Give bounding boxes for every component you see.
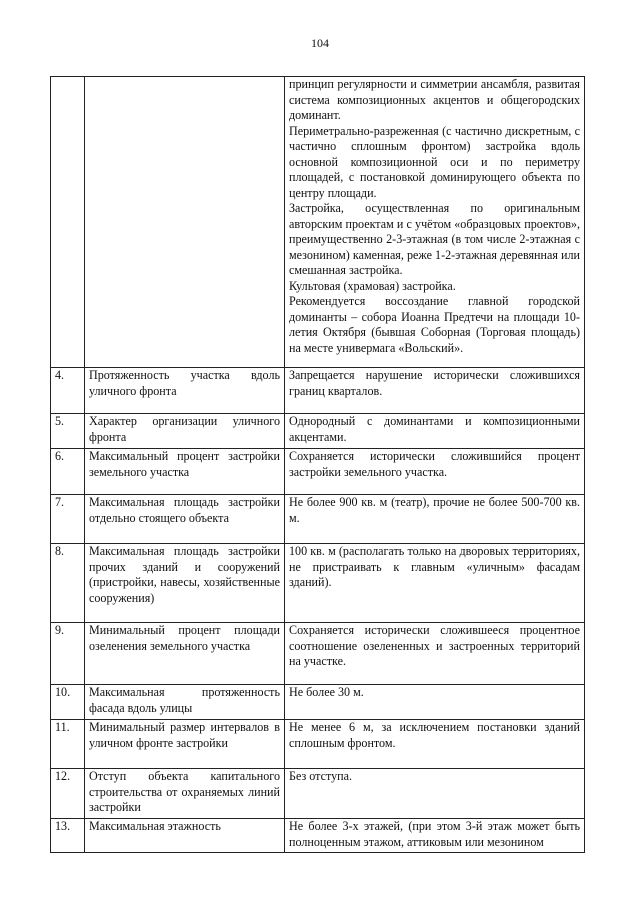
- row-value: Не менее 6 м, за исключением постановки зданий сплошным фронтом.: [285, 720, 585, 769]
- row-value: Не более 900 кв. м (театр), прочие не более 500-700 кв. м.: [285, 495, 585, 544]
- row-number: 4.: [51, 368, 85, 414]
- row-parameter: Максимальный процент застройки земельного участка: [85, 449, 285, 495]
- row-parameter: Характер организации уличного фронта: [85, 414, 285, 449]
- cell-param: [85, 77, 285, 368]
- table-row: [51, 769, 585, 819]
- row-value: Не более 30 м.: [285, 685, 585, 720]
- row-number: 11.: [51, 720, 85, 769]
- table-row: [51, 495, 585, 544]
- table-row: [51, 623, 585, 685]
- row-number: 5.: [51, 414, 85, 449]
- row-number: 8.: [51, 544, 85, 623]
- table-row: [51, 720, 585, 769]
- regulations-table: [50, 76, 585, 853]
- row-number: 6.: [51, 449, 85, 495]
- row-parameter: Протяженность участка вдоль уличного фронта: [85, 368, 285, 414]
- row-number: 7.: [51, 495, 85, 544]
- continuation-paragraph: Культовая (храмовая) застройка.: [289, 278, 456, 293]
- continuation-paragraph: Рекомендуется воссоздание главной городской доминанты – собора Иоанна Предтечи на площади 10-летия Октября (бывшая Соборная (Торговая площадь) на месте универмага «Вольский».: [289, 294, 580, 355]
- continuation-paragraph: принцип регулярности и симметрии ансамбля, развитая система композиционных акцентов и общегородских доминант.: [289, 77, 580, 122]
- row-value: Сохраняется исторически сложившееся процентное соотношение озелененных и застроенных территорий на участке.: [285, 623, 585, 685]
- page-number: 104: [311, 36, 329, 50]
- row-parameter: Отступ объекта капитального строительства от охраняемых линий застройки: [85, 769, 285, 819]
- row-value: Однородный с доминантами и композиционными акцентами.: [285, 414, 585, 449]
- row-number: 13.: [51, 819, 85, 853]
- row-value: Не более 3-х этажей, (при этом 3-й этаж может быть полноценным этажом, аттиковым или мезонином: [285, 819, 585, 853]
- row-number: 9.: [51, 623, 85, 685]
- table-row: [51, 819, 585, 853]
- row-parameter: Максимальная площадь застройки прочих зданий и сооружений (пристройки, навесы, хозяйственные сооружения): [85, 544, 285, 623]
- row-parameter: Максимальная площадь застройки отдельно стоящего объекта: [85, 495, 285, 544]
- continuation-paragraph: Периметрально-разреженная (с частично дискретным, с частично сплошным фронтом) застройка вдоль основной композиционной оси и по периметру площадей, с постановкой доминирующего объекта по центру площади.: [289, 123, 580, 200]
- row-parameter: Максимальная этажность: [85, 819, 285, 853]
- cell-value: [285, 77, 585, 368]
- row-value: Запрещается нарушение исторически сложившихся границ кварталов.: [285, 368, 585, 414]
- table-row-continuation: [51, 77, 585, 368]
- continuation-paragraph: Застройка, осуществленная по оригинальным авторским проектам и с учётом «образцовых проектов», преимущественно 2-3-этажная (в том числе 2-этажная с мезонином) каменная, реже 1-2-этажная деревянная или смешанная застройка.: [289, 201, 580, 277]
- table-row: [51, 368, 585, 414]
- table-row: [51, 414, 585, 449]
- row-number: 12.: [51, 769, 85, 819]
- table-row: [51, 685, 585, 720]
- row-parameter: Минимальный размер интервалов в уличном фронте застройки: [85, 720, 285, 769]
- row-parameter: Максимальная протяженность фасада вдоль улицы: [85, 685, 285, 720]
- cell-num: [51, 77, 85, 368]
- row-value: Сохраняется исторически сложившийся процент застройки земельного участка.: [285, 449, 585, 495]
- row-value: Без отступа.: [285, 769, 585, 819]
- row-parameter: Минимальный процент площади озеленения земельного участка: [85, 623, 285, 685]
- table-row: [51, 544, 585, 623]
- row-number: 10.: [51, 685, 85, 720]
- table-row: [51, 449, 585, 495]
- row-value: 100 кв. м (располагать только на дворовых территориях, не пристраивать к главным «уличным» фасадам зданий).: [285, 544, 585, 623]
